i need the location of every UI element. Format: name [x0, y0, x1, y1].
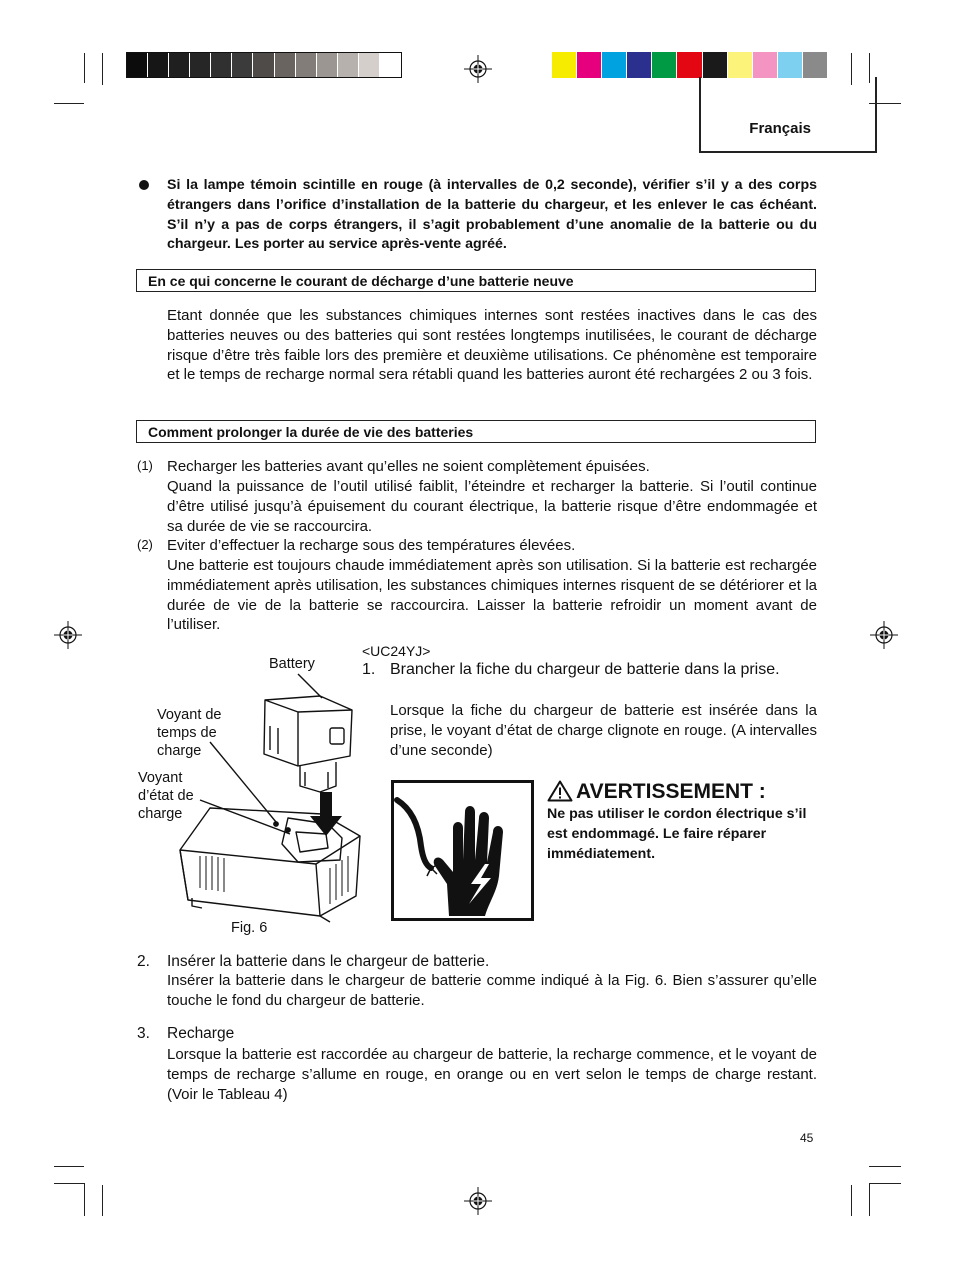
color-swatch	[803, 52, 828, 78]
battery-label: Battery	[269, 656, 315, 672]
warning-title: AVERTISSEMENT :	[576, 780, 766, 803]
timer-lamp-label-line: charge	[157, 743, 202, 759]
electric-shock-hand-icon	[391, 780, 534, 921]
step-title: Recharge	[167, 1025, 235, 1042]
language-tab	[699, 77, 877, 153]
registration-target-icon	[464, 55, 492, 83]
step-body: Lorsque la batterie est raccordée au chargeur de batterie, la recharge commence, et le voyant de temps de recharge s’allume en rouge, en orange ou en vert selon le temps de charge restant. (Voir le Tableau 4)	[167, 1046, 817, 1103]
color-swatch	[602, 52, 627, 78]
step-body: Insérer la batterie dans le chargeur de batterie comme indiqué à la Fig. 6. Bien s’assurer qu’elle touche le fond du chargeur de batterie.	[167, 972, 817, 1009]
figure-caption: Fig. 6	[231, 920, 268, 936]
gray-swatch	[338, 53, 359, 77]
gray-swatch	[232, 53, 253, 77]
color-swatch	[677, 52, 702, 78]
gray-swatch	[169, 53, 190, 77]
step-title: Brancher la fiche du chargeur de batterie dans la prise.	[390, 661, 780, 678]
language-label: Français	[749, 120, 811, 137]
model-label: <UC24YJ>	[362, 643, 431, 659]
page-number: 45	[800, 1131, 814, 1145]
step-body: Lorsque la fiche du chargeur de batterie est insérée dans la prise, le voyant d’état de charge clignote en rouge. (A intervalles d’une seconde)	[390, 702, 817, 759]
status-lamp-label-line: d’état de	[138, 788, 194, 804]
list-title: Recharger les batteries avant qu’elles ne soient complètement épuisées.	[167, 458, 650, 475]
list-number: (2)	[137, 537, 153, 552]
status-lamp-label-line: Voyant	[138, 770, 183, 786]
list-number: (1)	[137, 458, 153, 473]
list-body: Quand la puissance de l’outil utilisé faiblit, l’éteindre et recharger la batterie. Si l’outil continue d’être utilisé jusqu’à épuisement du courant électrique, la batterie risque d’être endommagée et sa durée de vie se raccourcira.	[167, 478, 817, 535]
color-calibration-bar	[552, 52, 828, 78]
registration-target-icon	[464, 1187, 492, 1215]
warning-body: Ne pas utiliser le cordon électrique s’il est endommagé. Le faire réparer immédiatement.	[547, 806, 807, 862]
step-number: 2.	[137, 953, 150, 970]
grayscale-calibration-bar	[126, 52, 402, 78]
step-title: Insérer la batterie dans le chargeur de batterie.	[167, 953, 490, 970]
color-swatch	[652, 52, 677, 78]
list-body: Une batterie est toujours chaude immédiatement après son utilisation. Si la batterie est rechargée immédiatement après utilisation, les substances chimiques internes risquent de se détériorer et la durée de vie de la batterie se raccourcira. Laisser la batterie refroidir un moment avant de l’utiliser.	[167, 557, 817, 634]
bullet-paragraph: Si la lampe témoin scintille en rouge (à intervalles de 0,2 seconde), vérifier s’il y a des corps étrangers dans l’orifice d’installation de la batterie du chargeur, et les enlever le cas échéant. S’il n’y a pas de corps étrangers, il s’agit probablement d’une anomalie de la batterie ou du chargeur. Les porter au service après-vente agréé.	[167, 177, 817, 253]
gray-swatch	[359, 53, 380, 77]
timer-lamp-label-line: temps de	[157, 725, 217, 741]
warning-triangle-icon	[547, 780, 573, 802]
battery-charger-illustration	[170, 668, 370, 928]
step-number: 3.	[137, 1025, 150, 1042]
color-swatch	[703, 52, 728, 78]
timer-lamp-label-line: Voyant de	[157, 707, 222, 723]
section-heading-battery-life: Comment prolonger la durée de vie des batteries	[136, 420, 816, 443]
gray-swatch	[253, 53, 274, 77]
color-swatch	[728, 52, 753, 78]
registration-target-icon	[870, 621, 898, 649]
section-body-new-battery: Etant donnée que les substances chimiques internes sont restées inactives dans le cas des batteries neuves ou des batteries qui sont restées longtemps inutilisées, le courant de décharge risque d’être très faible lors des première et deuxième utilisations. Ce phénomène est temporaire et le temps de recharge normal sera rétabli quand les batteries auront été rechargées 2 ou 3 fois.	[167, 307, 817, 384]
registration-target-icon	[54, 621, 82, 649]
color-swatch	[753, 52, 778, 78]
gray-swatch	[380, 53, 401, 77]
step-number: 1.	[362, 661, 376, 678]
color-swatch	[627, 52, 652, 78]
color-swatch	[778, 52, 803, 78]
section-heading-new-battery: En ce qui concerne le courant de décharge d’une batterie neuve	[136, 269, 816, 292]
gray-swatch	[317, 53, 338, 77]
list-title: Eviter d’effectuer la recharge sous des températures élevées.	[167, 537, 576, 554]
gray-swatch	[275, 53, 296, 77]
bullet-icon	[139, 180, 149, 190]
color-swatch	[577, 52, 602, 78]
status-lamp-label-line: charge	[138, 806, 183, 822]
gray-swatch	[296, 53, 317, 77]
gray-swatch	[127, 53, 148, 77]
gray-swatch	[190, 53, 211, 77]
gray-swatch	[211, 53, 232, 77]
gray-swatch	[148, 53, 169, 77]
color-swatch	[552, 52, 577, 78]
